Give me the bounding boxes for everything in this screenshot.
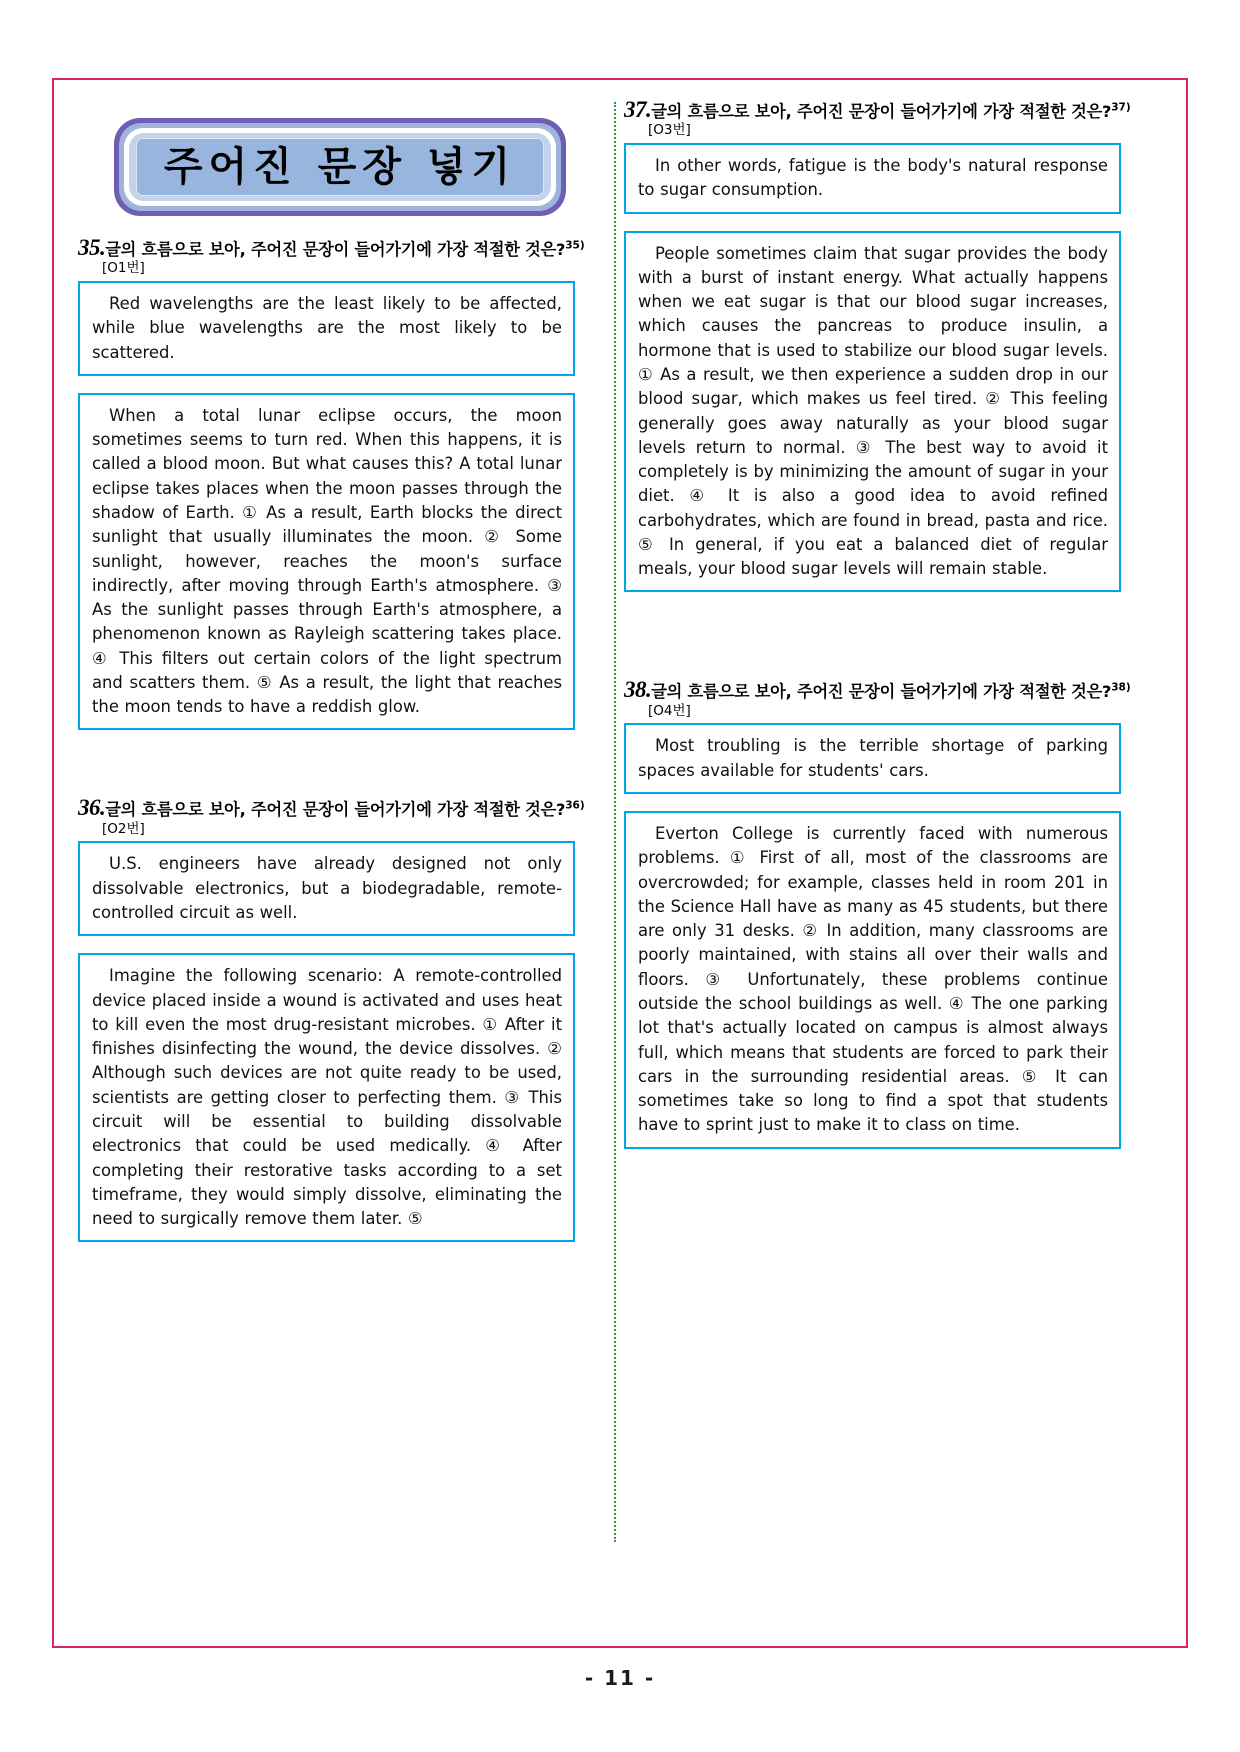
passage-text-38: Everton College is currently faced with numerous problems. ① First of all, most of the classrooms are overcrowded; for example, classes held in room 201 in the Science Hall have as many as 45 students, but there are only 31 desks. ② In addition, many classrooms are poorly maintained, with stains all over their walls and floors. ③ Unfortunately, these problems continue outside the school buildings as well. ④ The one parking lot that's actually located on campus is almost always full, which means that students are forced to park their cars in the surrounding residential areas. ⑤ It can sometimes take so long to find a spot that students have to sprint just to make it to class on time. [638, 824, 1108, 1135]
given-sentence-box-37 [624, 143, 1121, 214]
question-block-37 [624, 97, 1131, 592]
question-number-35: 35. [78, 235, 106, 260]
question-prompt-35: 글의 흐름으로 보아, 주어진 문장이 들어가기에 가장 적절한 것은? [105, 240, 566, 259]
left-spacer-1 [78, 752, 575, 796]
page-frame [52, 78, 1188, 1690]
right-spacer-1 [624, 614, 1121, 678]
given-sentence-text-35: Red wavelengths are the least likely to be affected, while blue wavelengths are the most likely to be scattered. [92, 293, 562, 362]
passage-box-37 [624, 231, 1121, 593]
left-column [78, 98, 585, 1264]
question-tag-38: [O4번] [648, 702, 691, 719]
question-footnote-38: 38) [1111, 682, 1131, 695]
question-heading-38 [624, 677, 1131, 703]
question-number-36: 36. [78, 795, 106, 821]
page-number: - 11 - [584, 1666, 656, 1690]
question-tag-36: [O2번] [102, 820, 145, 837]
question-footnote-35: 35) [565, 239, 585, 252]
banner-layer-inner [136, 138, 544, 196]
section-title-banner [114, 118, 566, 216]
question-tag-35: [O1번] [102, 260, 145, 277]
question-number-37: 37. [624, 97, 652, 122]
given-sentence-box-36 [78, 841, 575, 936]
question-prompt-37: 글의 흐름으로 보아, 주어진 문장이 들어가기에 가장 적절한 것은? [651, 102, 1112, 121]
banner-title-text: 주어진 문장 넣기 [163, 144, 517, 190]
passage-box-35 [78, 393, 575, 731]
column-divider [614, 102, 616, 1542]
passage-text-37: People sometimes claim that sugar provides the body with a burst of instant energy. What actually happens when we eat sugar is that our blood sugar increases, which causes the pancreas to produce insulin, a hormone that is used to stabilize our blood sugar levels. ① As a result, we then experience a sudden drop in our blood sugar, which makes us feel tired. ② This feeling generally goes away naturally as your blood sugar levels return to normal. ③ The best way to avoid it completely is by minimizing the amount of sugar in your diet. ④ It is also a good idea to avoid refined carbohydrates, which are found in bread, pasta and rice. ⑤ In general, if you eat a balanced diet of regular meals, your blood sugar levels will remain stable. [638, 243, 1108, 579]
given-sentence-box-35 [78, 281, 575, 376]
passage-box-36 [78, 953, 575, 1242]
question-number-38: 38. [624, 677, 652, 703]
question-block-35 [78, 235, 585, 730]
question-block-36 [78, 795, 585, 1242]
given-sentence-box-38 [624, 723, 1121, 794]
passage-text-35: When a total lunar eclipse occurs, the moon sometimes seems to turn red. When this happens, it is called a blood moon. But what causes this? A total lunar eclipse takes places when the moon passes through the shadow of Earth. ① As a result, Earth blocks the direct sunlight that usually illuminates the moon. ② Some sunlight, however, reaches the moon's surface indirectly, after moving through Earth's atmosphere. ③ As the sunlight passes through Earth's atmosphere, a phenomenon known as Rayleigh scattering takes place. ④ This filters out certain colors of the light spectrum and scatters them. ⑤ As a result, the light that reaches the moon tends to have a reddish glow. [92, 405, 562, 717]
passage-box-38 [624, 811, 1121, 1149]
question-prompt-36: 글의 흐름으로 보아, 주어진 문장이 들어가기에 가장 적절한 것은? [105, 800, 566, 820]
question-tag-37: [O3번] [648, 122, 691, 139]
given-sentence-text-38: Most troubling is the terrible shortage of parking spaces available for students' cars. [638, 736, 1108, 780]
question-heading-36 [78, 795, 585, 821]
question-footnote-36: 36) [565, 800, 585, 813]
right-column [624, 97, 1131, 1171]
question-block-38 [624, 677, 1131, 1148]
page-content [54, 80, 1186, 1646]
given-sentence-text-37: In other words, fatigue is the body's natural response to sugar consumption. [638, 155, 1108, 200]
question-heading-37 [624, 97, 1131, 122]
question-prompt-38: 글의 흐름으로 보아, 주어진 문장이 들어가기에 가장 적절한 것은? [651, 682, 1112, 702]
given-sentence-text-36: U.S. engineers have already designed not only dissolvable electronics, but a biodegradable, remote-controlled circuit as well. [92, 854, 562, 923]
question-heading-35 [78, 235, 585, 260]
question-footnote-37: 37) [1111, 101, 1131, 114]
passage-text-36: Imagine the following scenario: A remote-controlled device placed inside a wound is activated and uses heat to kill even the most drug-resistant microbes. ① After it finishes disinfecting the wound, the device dissolves. ② Although such devices are not quite ready to be used, scientists are getting closer to perfecting them. ③ This circuit will be essential to building dissolvable electronics that could be used medically. ④ After completing their restorative tasks according to a set timeframe, they would simply dissolve, eliminating the need to surgically remove them later. ⑤ [92, 966, 562, 1229]
